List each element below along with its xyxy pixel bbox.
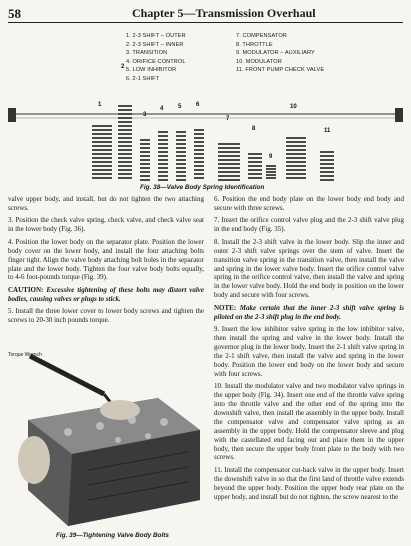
- spring-label-5: 5: [178, 104, 182, 110]
- paragraph: 3. Position the check valve spring, check valve, and check valve seat in the lower body (Fig. 36).: [8, 216, 204, 234]
- chapter-title: Chapter 5—Transmission Overhaul: [132, 6, 316, 20]
- spring-label-7: 7: [226, 116, 230, 122]
- spring-label-11: 11: [324, 128, 331, 134]
- caution-text: Excessive tightening of these bolts may distort valve bodies, causing valves or plugs to stick.: [8, 285, 204, 303]
- paragraph: 11. Install the compensator cut-back valve in the upper body. Insert the downshift valve in so that the first land of throttle valve extends beyond the upper body. Position the upper body rear plate on the upper body, and install but do not tighten, the screw nearest to the: [214, 465, 404, 501]
- legend-item: 9. MODULATOR – AUXILIARY: [236, 50, 315, 57]
- left-column: [8, 195, 204, 329]
- legend-item: 5. LOW INHIBITOR: [126, 67, 177, 74]
- legend-item: 7. COMPENSATOR: [236, 33, 287, 39]
- paragraph: 9. Insert the low inhibitor valve spring in the low inhibitor valve, then install the spring and valve in the lower body. Install the governor plug in the lower body. Insert the 2-1 shift valve spring in the 2-1 shift valve, then install the valve and spring in the lower body. Position the lower end body on the lower body and secure with four screws.: [214, 325, 404, 378]
- figure-38-spring-identification: [8, 28, 403, 186]
- legend-left: [126, 32, 186, 84]
- spring-illustration: [8, 28, 403, 186]
- right-column: [214, 195, 404, 505]
- legend-item: 2. 2-3 SHIFT – INNER: [126, 41, 184, 48]
- spring-label-1: 1: [98, 102, 102, 108]
- spring-label-9: 9: [269, 154, 273, 160]
- spring-label-10: 10: [290, 104, 297, 110]
- paragraph: 5. Install the three lower cover to lower body screws and tighten the screws to 20-30 inch pounds torque.: [8, 307, 204, 325]
- legend-item: 10. MODULATOR: [236, 58, 282, 65]
- legend-item: 11. FRONT PUMP CHECK VALVE: [236, 67, 325, 74]
- note: [214, 304, 404, 322]
- legend-item: 8. THROTTLE: [236, 41, 273, 48]
- paragraph: 10. Install the modulator valve and two modulator valve springs in the upper body (Fig. 34). Insert one end of the throttle valve spring into the throttle valve and the other end of the spring into the downshift valve, then install the assembly in the upper body. Install the compensator valve and compensator valve spring as an assembly in the upper body. Hold the compensator sleeve and plug with the castellated end facing out and place them in the upper body, then secure the upper body front plate to the body with two screws.: [214, 382, 404, 462]
- paragraph: 8. Install the 2-3 shift valve in the lower body. Slip the inner and outer 2-3 shift valve springs over the stem of valve. Insert the transition valve spring in the transition valve, then install the valve and spring in the lower valve body. Insert the orifice control valve spring in the orifice control valve, then install the valve and spring in the lower valve body. Hold the end body in position on the lower body and secure with four screws.: [214, 237, 404, 300]
- legend-item: 3. TRANSITION: [126, 50, 168, 57]
- page-header: [0, 0, 411, 24]
- legend-item: 1. 2-3 SHIFT – OUTER: [126, 33, 186, 39]
- paragraph: 4. Position the lower body on the separator plate. Position the lower body cover on the lower body, and install the four attaching bolts finger tight. Align the valve body attaching bolt holes in the separator plate and the lower body. Tighten the four valve body bolts equally, to 4-6 foot-pounds torque (Fig. 39).: [8, 237, 204, 282]
- header-rule: [8, 22, 403, 23]
- spring-label-8: 8: [252, 126, 256, 132]
- paragraph: valve upper body, and install, but do not tighten the two attaching screws.: [8, 195, 204, 212]
- note-text: Make certain that the inner 2-3 shift valve spring is piloted on the 2-3 shift plug in the end body.: [214, 303, 404, 321]
- legend-item: 4. ORIFICE CONTROL: [126, 58, 186, 65]
- legend-item: 6. 2-1 SHIFT: [126, 75, 160, 82]
- torque-wrench-label: Torque Wrench: [8, 352, 42, 358]
- valve-body-photo: [8, 350, 204, 530]
- figure-39-photo: [8, 350, 204, 530]
- page-number: 58: [8, 6, 21, 21]
- caution-label: CAUTION:: [8, 285, 44, 294]
- paragraph: 7. Insert the orifice control valve plug and the 2-3 shift valve plug in the end body (Fig. 35).: [214, 216, 404, 234]
- paragraph: 6. Position the end body plate on the lower body end body and secure with three screws.: [214, 195, 404, 212]
- note-label: NOTE:: [214, 303, 237, 312]
- figure-39-caption: Fig. 39—Tightening Valve Body Bolts: [56, 532, 169, 539]
- spring-label-4: 4: [160, 106, 164, 112]
- spring-label-3: 3: [143, 112, 147, 118]
- caution-note: [8, 286, 204, 304]
- spring-label-2: 2: [121, 64, 125, 70]
- spring-label-6: 6: [196, 102, 200, 108]
- figure-38-caption: Fig. 38—Valve Body Spring Identification: [140, 184, 265, 191]
- legend-right: [236, 32, 324, 75]
